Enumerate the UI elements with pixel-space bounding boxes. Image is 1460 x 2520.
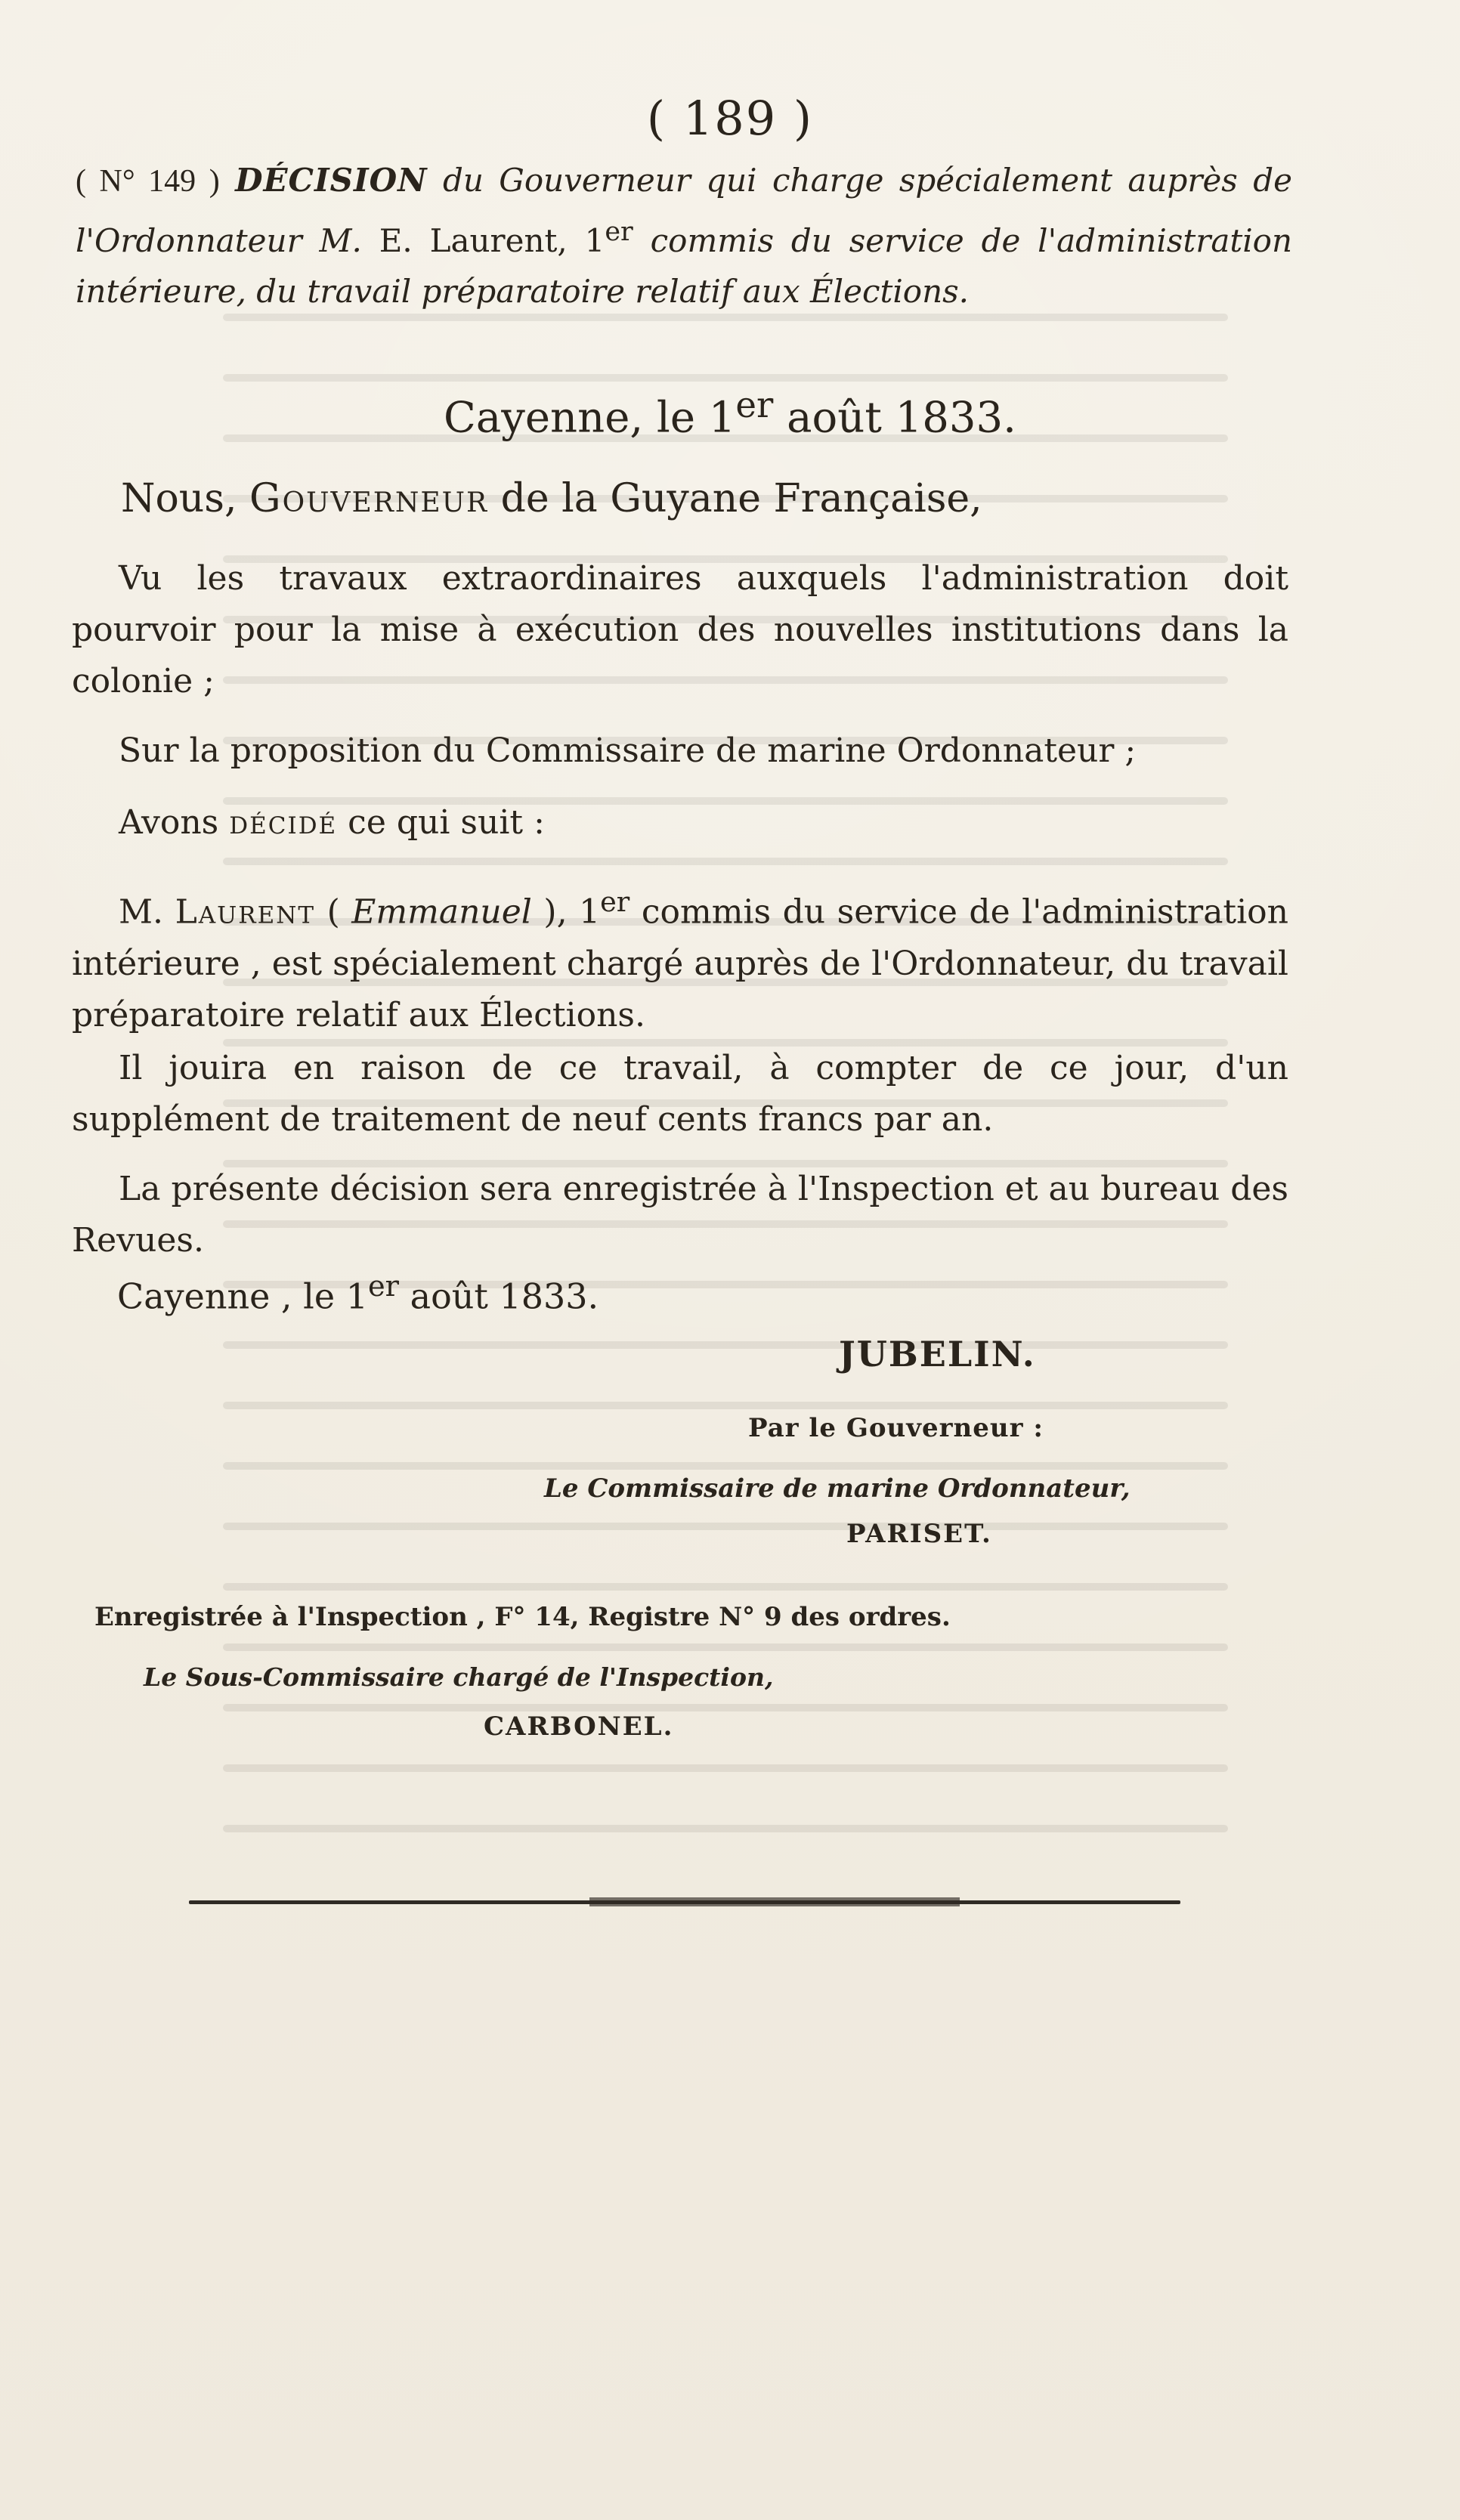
closing-date-suffix: août 1833. — [399, 1275, 599, 1317]
decision-text-2: commis du service de l'administration intérieure, du travail préparatoire relatif aux Élections. — [76, 222, 1293, 310]
sous-commissaire-line: Le Sous-Commissaire chargé de l'Inspection, — [144, 1662, 774, 1692]
paragraph-presente: La présente décision sera enregistrée à l'Inspection et au bureau des Revues. — [72, 1170, 1288, 1260]
nous-suffix: de la Guyane Française, — [488, 476, 982, 521]
paragraph-vu: Vu les travaux extraordinaires auxquels l'administration doit pourvoir pour la mise à exécution des nouvelles institutions dans la colonie ; — [72, 559, 1288, 700]
laurent-close: ), 1 — [531, 892, 601, 932]
paragraph-jouira: Il jouira en raison de ce travail, à compter de ce jour, d'un supplément de traitement de neuf cents francs par an. — [72, 1049, 1288, 1139]
signature-carbonel: CARBONEL. — [484, 1711, 674, 1742]
avons-decide: décidé — [229, 803, 338, 842]
signature-pariset: PARISET. — [846, 1519, 992, 1549]
commissaire-line: Le Commissaire de marine Ordonnateur, — [544, 1473, 1131, 1504]
place-date — [0, 385, 1460, 443]
closing-date — [117, 1269, 599, 1316]
laurent-rest: commis du service de l'administration intérieure , est spécialement chargé auprès de l'Ordonnateur, du travail préparatoire relatif aux Élections. — [72, 892, 1289, 1034]
nous-prefix: Nous, — [121, 476, 250, 521]
avons-prefix: Avons — [119, 803, 230, 842]
laurent-name: Laurent — [175, 892, 316, 932]
decision-heading — [76, 155, 1292, 317]
laurent-first-name: Emmanuel — [351, 892, 532, 932]
decision-title: DÉCISION — [235, 162, 428, 199]
paragraph-avons — [72, 797, 1288, 849]
closing-date-prefix: Cayenne , le 1 — [117, 1275, 368, 1317]
closing-date-sup: er — [368, 1269, 400, 1303]
registration-line: Enregistrée à l'Inspection , F° 14, Registre N° 9 des ordres. — [94, 1602, 951, 1632]
laurent-sup: er — [600, 886, 630, 918]
page-number: ( 189 ) — [646, 91, 814, 146]
paragraph-sur: Sur la proposition du Commissaire de marine Ordonnateur ; — [119, 731, 1137, 770]
laurent-m: M. — [119, 892, 175, 932]
place-date-suffix: août 1833. — [773, 393, 1016, 443]
nous-line — [121, 476, 982, 521]
laurent-open: ( — [315, 892, 352, 932]
par-le-gouverneur: Par le Gouverneur : — [748, 1413, 1044, 1443]
avons-suffix: ce qui suit : — [337, 803, 545, 842]
decision-text-1: du Gouverneur qui charge spécialement auprès de l'Ordonnateur — [76, 162, 1292, 259]
signature-jubelin: JUBELIN. — [839, 1334, 1036, 1374]
decision-name-e: E. Laurent, 1 — [361, 222, 605, 259]
paragraph-laurent — [72, 877, 1288, 1041]
closing-rule-thick — [589, 1897, 960, 1906]
decision-number: ( N° 149 ) — [76, 164, 220, 199]
decision-sup: er — [605, 217, 633, 247]
place-date-prefix: Cayenne, le 1 — [444, 393, 736, 443]
show-through-text — [181, 287, 1277, 2025]
place-date-sup: er — [735, 385, 774, 426]
decision-name-m: M. — [319, 222, 362, 259]
nous-title: Gouverneur — [249, 476, 489, 521]
